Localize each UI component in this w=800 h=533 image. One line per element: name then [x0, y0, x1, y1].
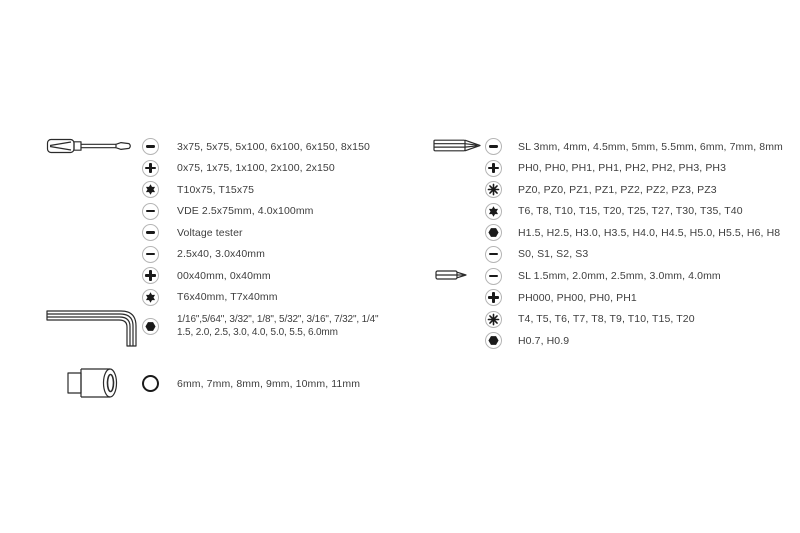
spec-text: T6x40mm, T7x40mm	[177, 291, 278, 303]
bit-specs-list	[485, 138, 783, 267]
spec-text: T4, T5, T6, T7, T8, T9, T10, T15, T20	[518, 313, 695, 325]
bit-icon	[433, 137, 483, 154]
hex-key-specs-list	[142, 313, 378, 340]
spec-text: VDE 2.5x75mm, 4.0x100mm	[177, 205, 314, 217]
list-item	[485, 332, 721, 349]
spec-text: H1.5, H2.5, H3.0, H3.5, H4.0, H4.5, H5.0, H5.5, H6, H8	[518, 226, 781, 239]
list-item	[485, 224, 783, 241]
slotted-icon	[142, 203, 159, 220]
socket-specs-list	[142, 375, 360, 397]
spec-text: SL 1.5mm, 2.0mm, 2.5mm, 3.0mm, 4.0mm	[518, 270, 721, 282]
spec-line-metric: 1.5, 2.0, 2.5, 3.0, 4.0, 5.0, 5.5, 6.0mm	[177, 326, 338, 338]
phillips-icon	[485, 160, 502, 177]
list-item	[485, 181, 783, 198]
slotted-icon	[485, 246, 502, 263]
spec-line-imperial: 1/16",5/64", 3/32", 1/8", 5/32", 3/16", 7/32", 1/4"	[177, 314, 379, 326]
spec-text: 3x75, 5x75, 5x100, 6x100, 6x150, 8x150	[177, 140, 370, 153]
hex-bit-icon	[485, 332, 502, 349]
list-item	[142, 289, 370, 306]
list-item	[142, 313, 378, 340]
spec-text: 6mm, 7mm, 8mm, 9mm, 10mm, 11mm	[177, 377, 361, 390]
torx-icon	[485, 203, 502, 220]
phillips-icon	[142, 267, 159, 284]
spec-text: 2.5x40, 3.0x40mm	[177, 248, 265, 260]
socket-icon	[66, 366, 128, 400]
list-item	[142, 246, 370, 263]
spec-text: S0, S1, S2, S3	[518, 248, 589, 260]
list-item	[142, 138, 370, 155]
spec-text: SL 3mm, 4mm, 4.5mm, 5mm, 5.5mm, 6mm, 7mm, 8mm	[518, 140, 783, 153]
spec-text: H0.7, H0.9	[518, 334, 570, 347]
spec-text: PH000, PH00, PH0, PH1	[518, 291, 637, 304]
slotted-icon	[485, 138, 502, 155]
spec-text: PH0, PH0, PH1, PH1, PH2, PH2, PH3, PH3	[518, 162, 727, 174]
torx-icon	[142, 181, 159, 198]
slotted-icon	[142, 138, 159, 155]
list-item	[485, 246, 783, 263]
hex-bit-icon	[142, 318, 159, 335]
pozidriv-icon	[485, 311, 502, 328]
list-item	[142, 181, 370, 198]
spec-text: PZ0, PZ0, PZ1, PZ1, PZ2, PZ2, PZ3, PZ3	[518, 183, 717, 196]
spec-text: Voltage tester	[177, 226, 243, 239]
list-item	[485, 311, 721, 328]
list-item	[485, 138, 783, 155]
precision-bit-specs-list	[485, 268, 721, 354]
hex-key-icon	[46, 305, 140, 347]
pozidriv-icon	[485, 181, 502, 198]
list-item	[485, 203, 783, 220]
list-item	[142, 267, 370, 284]
torx-icon	[142, 289, 159, 306]
list-item	[142, 203, 370, 220]
slotted-icon	[142, 224, 159, 241]
spec-text: 0x75, 1x75, 1x100, 2x100, 2x150	[177, 162, 335, 174]
screwdriver-specs-list	[142, 138, 370, 310]
list-item	[142, 375, 360, 392]
hex-bit-icon	[485, 224, 502, 241]
list-item	[485, 160, 783, 177]
spec-text: T10x75, T15x75	[177, 183, 255, 196]
precision-bit-icon	[435, 268, 469, 282]
phillips-icon	[142, 160, 159, 177]
spec-text	[177, 314, 378, 339]
ring-icon	[142, 375, 159, 392]
slotted-icon	[485, 268, 502, 285]
list-item	[142, 160, 370, 177]
screwdriver-icon	[46, 136, 134, 156]
list-item	[485, 268, 721, 285]
list-item	[142, 224, 370, 241]
spec-text: 00x40mm, 0x40mm	[177, 269, 271, 282]
list-item	[485, 289, 721, 306]
phillips-icon	[485, 289, 502, 306]
slotted-icon	[142, 246, 159, 263]
spec-text: T6, T8, T10, T15, T20, T25, T27, T30, T35, T40	[518, 205, 743, 217]
